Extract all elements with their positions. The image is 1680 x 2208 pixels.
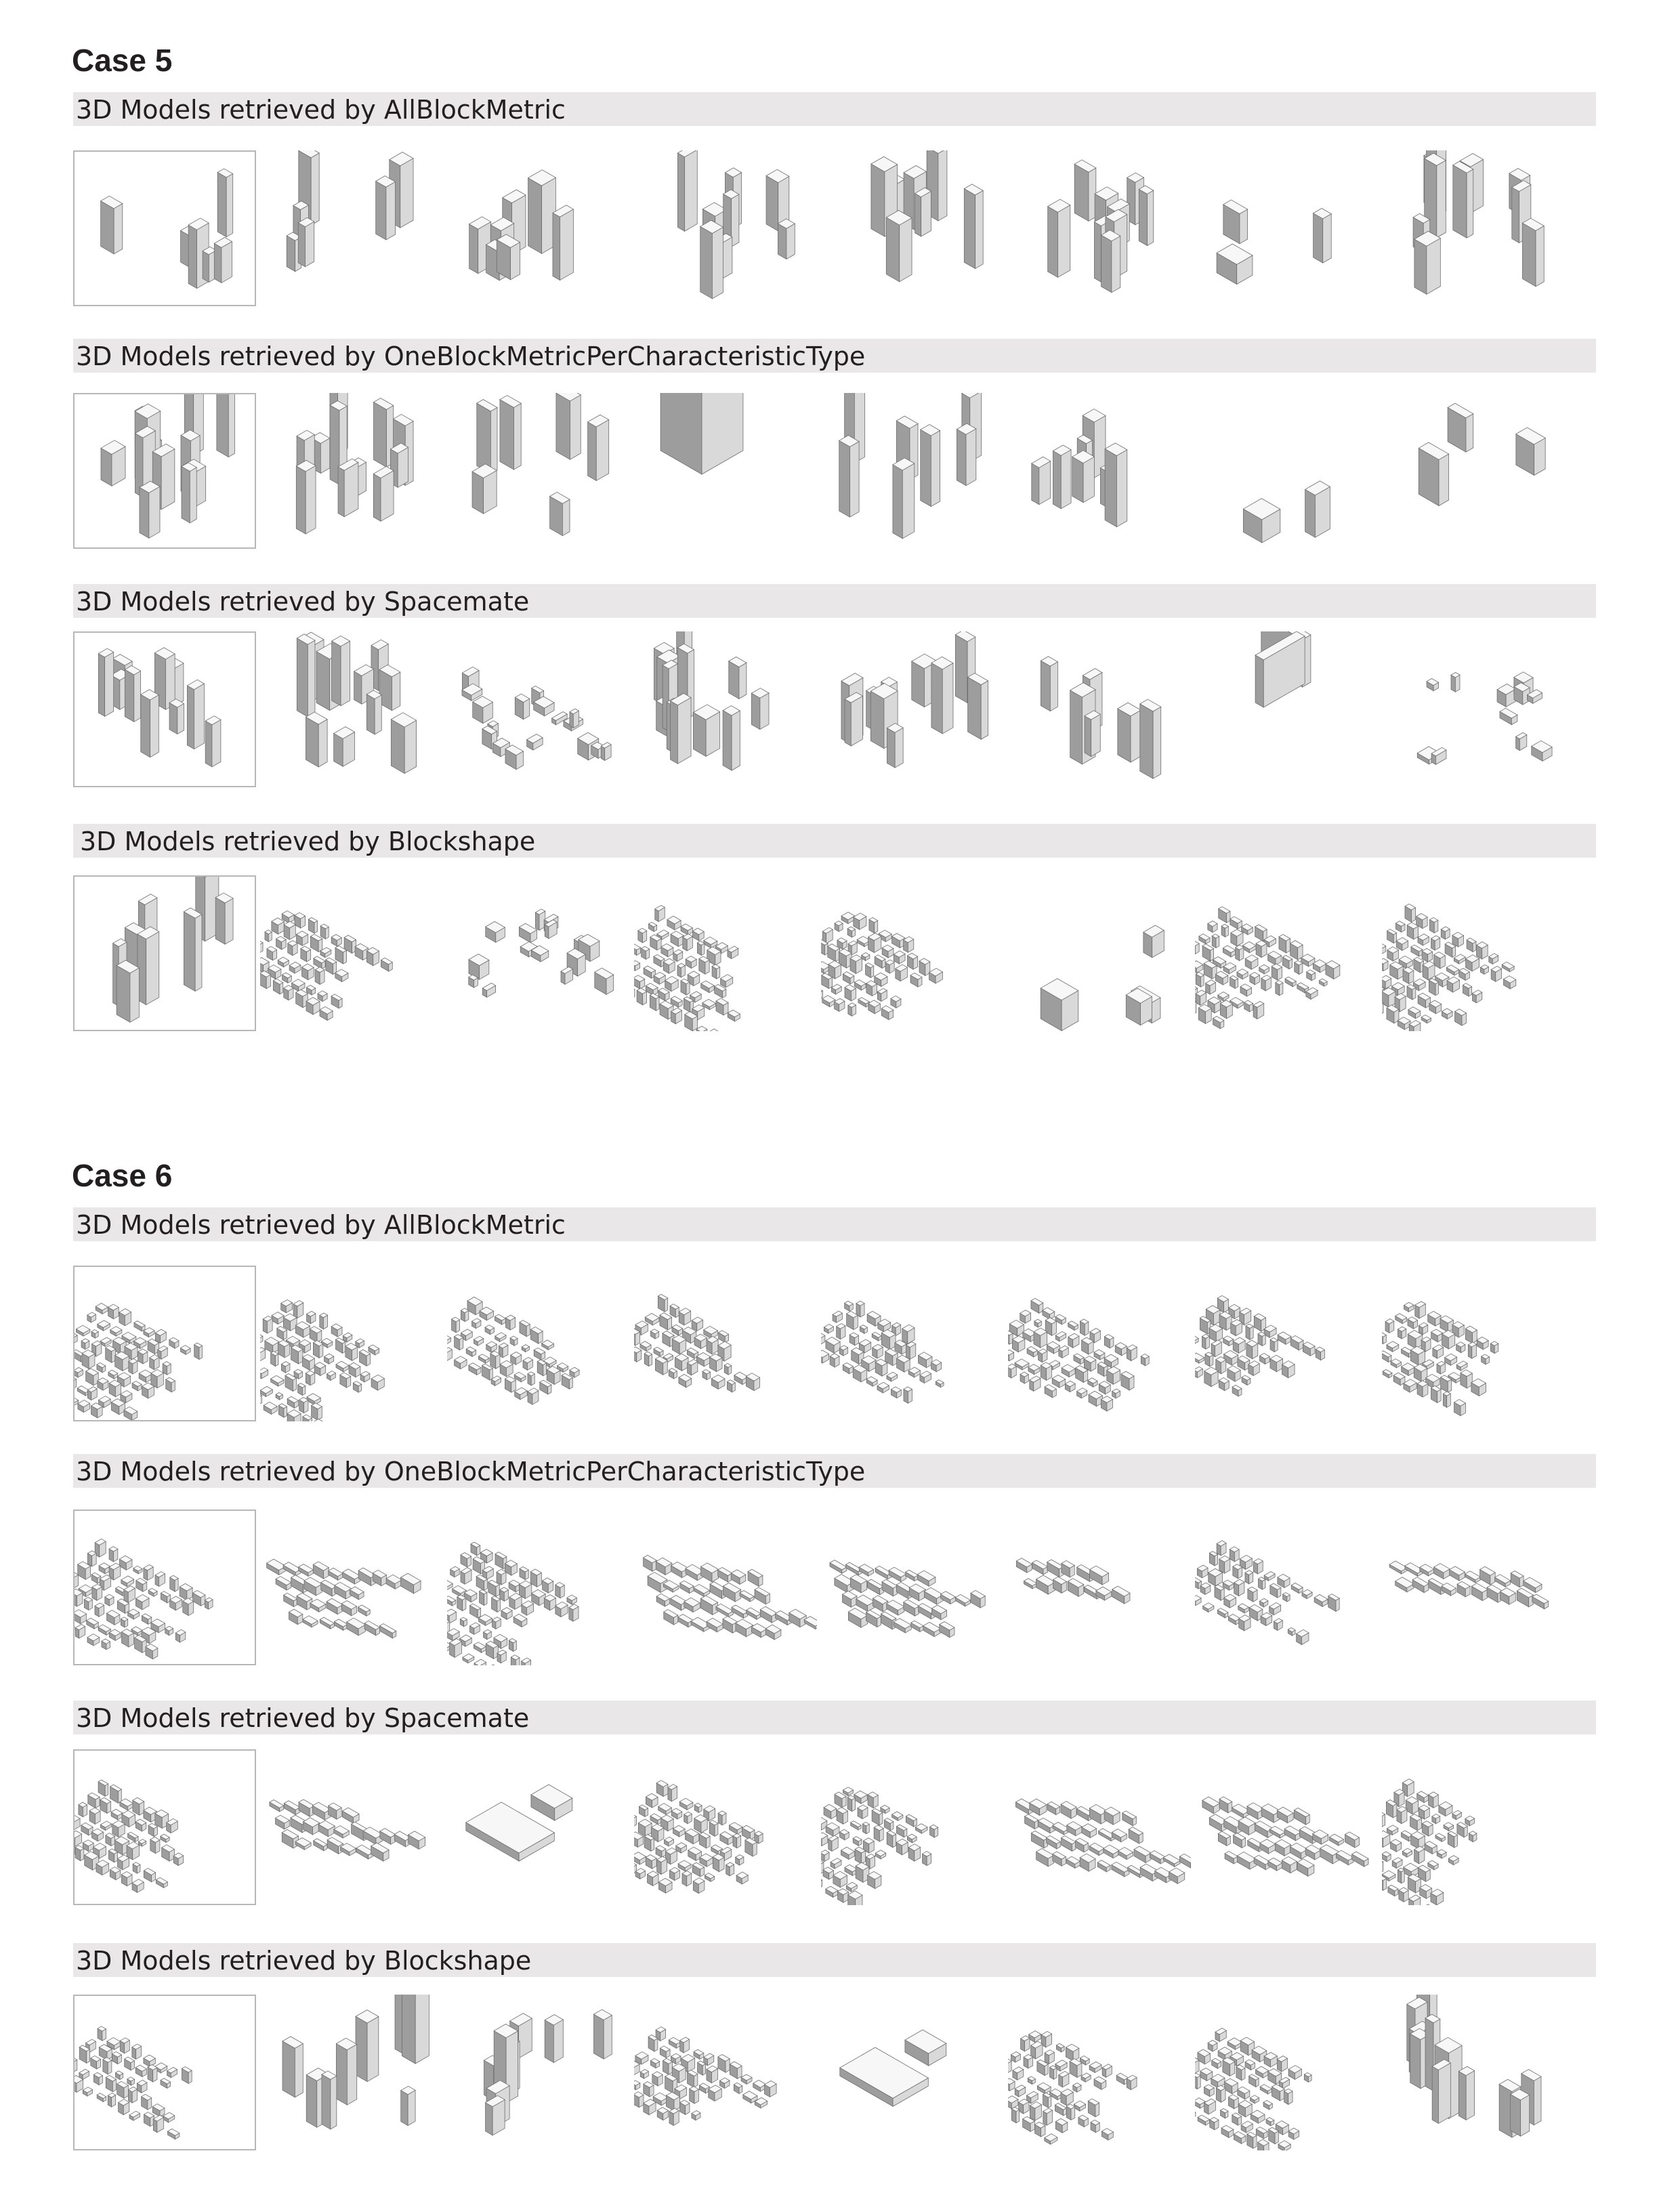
model-row [73,1749,1604,1907]
retrieved-model-thumbnail [1382,1509,1565,1665]
towers-block-model [75,633,255,786]
towers-block-model [1008,393,1191,549]
query-model-thumbnail [73,1266,256,1421]
retrieved-model-thumbnail [1195,1509,1378,1665]
retrieved-model-thumbnail [447,875,630,1031]
retrieved-model-thumbnail [821,150,1004,306]
case-title: Case 5 [72,43,173,78]
grid-block-model [1195,1266,1378,1421]
query-model-thumbnail [73,1749,256,1905]
lowrise-block-model [447,875,630,1031]
towers-block-model [447,393,630,549]
retrieved-model-thumbnail [821,393,1004,549]
grid-block-model [1008,1266,1191,1421]
slab-block-model [447,1749,630,1905]
retrieved-model-thumbnail [821,1509,1004,1665]
lshape-block-model [1195,631,1378,787]
grid-block-model [1008,1995,1191,2150]
retrieved-model-thumbnail [1008,150,1191,306]
model-row [73,1266,1604,1423]
cube-block-model [634,393,817,549]
retrieved-model-thumbnail [447,1749,630,1905]
retrieved-model-thumbnail [1195,150,1378,306]
retrieved-model-thumbnail [260,150,443,306]
retrieved-model-thumbnail [634,1266,817,1421]
retrieved-model-thumbnail [821,875,1004,1031]
grid-block-model [821,875,1004,1031]
grid-block-model [1382,875,1565,1031]
retrieved-model-thumbnail [1195,1266,1378,1421]
retrieved-model-thumbnail [260,631,443,787]
retrieved-model-thumbnail [1382,1266,1565,1421]
towers-block-model [821,631,1004,787]
grid-block-model [1195,1509,1378,1665]
method-label: 3D Models retrieved by Blockshape [76,1946,532,1976]
grid-block-model [447,1509,630,1665]
method-label: 3D Models retrieved by OneBlockMetricPerCharacteristicType [76,341,866,371]
method-header [73,824,1596,858]
towers-block-model [634,631,817,787]
grid-block-model [634,1749,817,1905]
towers-block-model [260,150,443,306]
query-model-thumbnail [73,393,256,549]
retrieved-model-thumbnail [1382,393,1565,549]
grid-block-model [75,1996,255,2149]
retrieved-model-thumbnail [821,1266,1004,1421]
grid-block-model [821,1749,1004,1905]
retrieved-model-thumbnail [447,1266,630,1421]
strip-block-model [821,1509,1004,1665]
grid-block-model [1195,1995,1378,2150]
grid-block-model [75,1511,255,1664]
retrieved-model-thumbnail [260,1749,443,1905]
retrieved-model-thumbnail [1195,1995,1378,2150]
strip-block-model [1382,1509,1565,1665]
retrieved-model-thumbnail [634,393,817,549]
slab-block-model [821,1995,1004,2150]
towers-block-model [260,631,443,787]
grid-block-model [260,1266,443,1421]
retrieved-model-thumbnail [821,631,1004,787]
towers-block-model [1382,1995,1565,2150]
retrieved-model-thumbnail [1382,1749,1565,1905]
query-model-thumbnail [73,1509,256,1665]
retrieved-model-thumbnail [634,631,817,787]
sparse-block-model [1382,393,1565,549]
towers-block-model [1008,150,1191,306]
towers-block-model [75,152,255,305]
retrieved-model-thumbnail [1008,1749,1191,1905]
retrieved-model-thumbnail [1008,1266,1191,1421]
method-label: 3D Models retrieved by AllBlockMetric [76,1210,566,1240]
strip-block-model [1008,1509,1191,1665]
method-header [73,584,1596,618]
retrieved-model-thumbnail [260,875,443,1031]
method-header [73,1454,1596,1488]
grid-block-model [75,1751,255,1904]
retrieved-model-thumbnail [1195,875,1378,1031]
retrieved-model-thumbnail [1008,631,1191,787]
method-label: 3D Models retrieved by Spacemate [76,587,530,617]
towers-block-model [821,393,1004,549]
grid-block-model [260,875,443,1031]
sparse-block-model [1195,393,1378,549]
retrieved-model-thumbnail [447,631,630,787]
retrieved-model-thumbnail [634,875,817,1031]
retrieved-model-thumbnail [260,1266,443,1421]
query-model-thumbnail [73,631,256,787]
strip-block-model [260,1509,443,1665]
method-header [73,1943,1596,1977]
towers-block-model [821,150,1004,306]
method-label: 3D Models retrieved by AllBlockMetric [76,95,566,125]
retrieved-model-thumbnail [260,1995,443,2150]
towers-block-model [1008,631,1191,787]
lowrise-block-model [1382,631,1565,787]
retrieved-model-thumbnail [1195,1749,1378,1905]
retrieved-model-thumbnail [1008,393,1191,549]
grid-block-model [634,875,817,1031]
method-label: 3D Models retrieved by Spacemate [76,1703,530,1733]
retrieved-model-thumbnail [447,1995,630,2150]
strip-block-model [260,1749,443,1905]
towers-block-model [447,150,630,306]
retrieved-model-thumbnail [447,150,630,306]
strip-block-model [634,1509,817,1665]
retrieved-model-thumbnail [260,1509,443,1665]
model-row [73,875,1604,1033]
retrieved-model-thumbnail [634,150,817,306]
method-label: 3D Models retrieved by Blockshape [80,827,536,856]
towers-block-model [634,150,817,306]
model-row [73,1995,1604,2152]
model-row [73,1509,1604,1667]
grid-block-model [75,1267,255,1420]
case-title: Case 6 [72,1158,173,1193]
towers-block-model [75,877,255,1030]
towers-block-model [260,1995,443,2150]
towers-block-model [75,394,255,547]
towers-block-model [447,1995,630,2150]
sparse-block-model [1008,875,1191,1031]
lowrise-block-model [447,631,630,787]
retrieved-model-thumbnail [821,1749,1004,1905]
grid-block-model [1195,875,1378,1031]
retrieved-model-thumbnail [1382,150,1565,306]
method-label: 3D Models retrieved by OneBlockMetricPerCharacteristicType [76,1457,866,1486]
retrieved-model-thumbnail [1382,631,1565,787]
retrieved-model-thumbnail [1008,1995,1191,2150]
retrieved-model-thumbnail [1382,1995,1565,2150]
method-header [73,1701,1596,1734]
query-model-thumbnail [73,150,256,306]
retrieved-model-thumbnail [1008,875,1191,1031]
grid-block-model [634,1995,817,2150]
query-model-thumbnail [73,875,256,1031]
towers-block-model [1382,150,1565,306]
method-header [73,1207,1596,1241]
retrieved-model-thumbnail [634,1509,817,1665]
method-header [73,339,1596,373]
grid-block-model [1382,1266,1565,1421]
retrieved-model-thumbnail [634,1749,817,1905]
grid-block-model [634,1266,817,1421]
retrieved-model-thumbnail [1382,875,1565,1031]
model-row [73,631,1604,789]
towers-block-model [260,393,443,549]
strip-block-model [1195,1749,1378,1905]
retrieved-model-thumbnail [447,393,630,549]
grid-block-model [1382,1749,1565,1905]
strip-block-model [1008,1749,1191,1905]
retrieved-model-thumbnail [1008,1509,1191,1665]
grid-block-model [447,1266,630,1421]
retrieved-model-thumbnail [447,1509,630,1665]
method-header [73,92,1596,126]
query-model-thumbnail [73,1995,256,2150]
grid-block-model [821,1266,1004,1421]
model-row [73,150,1604,308]
model-row [73,393,1604,550]
retrieved-model-thumbnail [821,1995,1004,2150]
retrieved-model-thumbnail [1195,393,1378,549]
retrieved-model-thumbnail [260,393,443,549]
retrieved-model-thumbnail [1195,631,1378,787]
retrieved-model-thumbnail [634,1995,817,2150]
sparse-block-model [1195,150,1378,306]
